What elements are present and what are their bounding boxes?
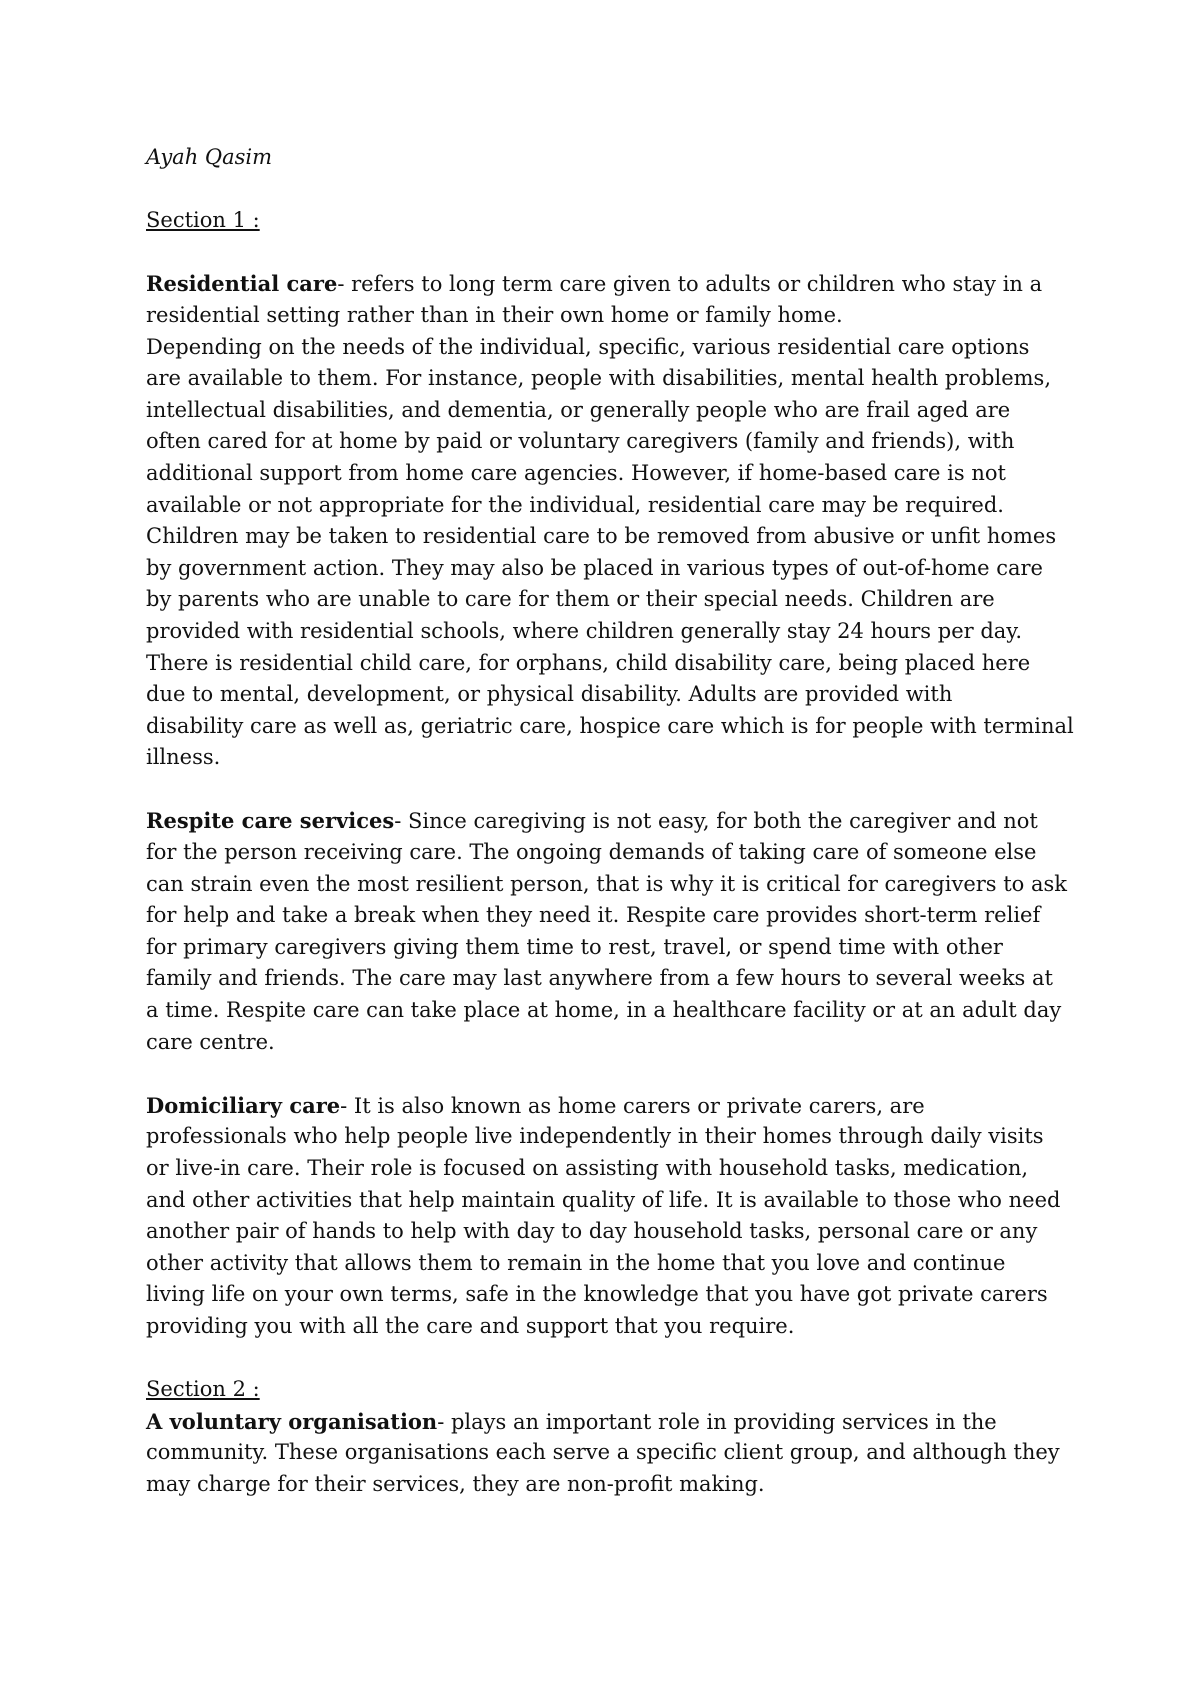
paragraph-line: and other activities that help maintain quality of life. It is available to those who need — [146, 1187, 1061, 1212]
paragraph-line: can strain even the most resilient person, that is why it is critical for caregivers to ask — [146, 871, 1068, 896]
paragraph-line: family and friends. The care may last anywhere from a few hours to several weeks at — [146, 966, 1053, 991]
paragraph-line: Children may be taken to residential care to be removed from abusive or unfit homes — [146, 524, 1057, 549]
paragraph-line-text: - plays an important role in providing services in the — [437, 1409, 997, 1434]
paragraph-line: illness. — [146, 745, 221, 770]
paragraph-line: community. These organisations each serve a specific client group, and although they — [146, 1440, 1060, 1465]
spacer — [146, 174, 1146, 206]
section-1-heading: Section 1 : — [146, 208, 260, 233]
paragraph-line: another pair of hands to help with day to day household tasks, personal care or any — [146, 1219, 1038, 1244]
paragraph-line: other activity that allows them to remain in the home that you love and continue — [146, 1250, 1006, 1275]
paragraph-line: There is residential child care, for orphans, child disability care, being placed here — [146, 650, 1031, 675]
paragraph-line: for help and take a break when they need it. Respite care provides short-term relief — [146, 903, 1041, 928]
paragraph-line: by government action. They may also be placed in various types of out-of-home care — [146, 555, 1043, 580]
paragraph-line: additional support from home care agencies. However, if home-based care is not — [146, 460, 1006, 485]
spacer — [146, 774, 1146, 806]
domiciliary-care-term: Domiciliary care — [146, 1092, 341, 1118]
spacer — [146, 1343, 1146, 1375]
paragraph-line: a time. Respite care can take place at home, in a healthcare facility or at an adult day — [146, 998, 1062, 1023]
voluntary-organisation-paragraph — [146, 1406, 1146, 1501]
paragraph-line: for primary caregivers giving them time to rest, travel, or spend time with other — [146, 934, 1003, 959]
respite-care-paragraph — [146, 805, 1146, 1058]
paragraph-line-text: - It is also known as home carers or private carers, are — [340, 1093, 925, 1118]
paragraph-line: available or not appropriate for the individual, residential care may be required. — [146, 492, 1004, 517]
paragraph-line — [146, 1406, 1146, 1438]
respite-care-term: Respite care services — [146, 808, 395, 834]
paragraph-line: disability care as well as, geriatric care, hospice care which is for people with terminal — [146, 713, 1074, 738]
document-body — [146, 142, 1146, 1501]
paragraph-line: providing you with all the care and support that you require. — [146, 1313, 795, 1338]
residential-care-term: Residential care — [146, 271, 338, 297]
paragraph-line: or live-in care. Their role is focused on assisting with household tasks, medication, — [146, 1156, 1029, 1180]
paragraph-line: often cared for at home by paid or voluntary caregivers (family and friends), with — [146, 429, 1015, 454]
paragraph-line: are available to them. For instance, people with disabilities, mental health problems, — [146, 366, 1051, 391]
paragraph-line — [146, 1090, 1146, 1122]
paragraph-line: residential setting rather than in their own home or family home. — [146, 302, 843, 327]
paragraph-line: may charge for their services, they are non-profit making. — [146, 1471, 765, 1496]
paragraph-line: for the person receiving care. The ongoing demands of taking care of someone else — [146, 840, 1037, 865]
paragraph-line: Depending on the needs of the individual, specific, various residential care options — [146, 334, 1030, 359]
residential-care-paragraph — [146, 268, 1146, 774]
paragraph-line — [146, 805, 1146, 837]
paragraph-line — [146, 268, 1146, 300]
spacer — [146, 1058, 1146, 1090]
paragraph-line: living life on your own terms, safe in the knowledge that you have got private carers — [146, 1282, 1048, 1307]
section-2-heading: Section 2 : — [146, 1377, 260, 1402]
paragraph-line-text: - refers to long term care given to adults or children who stay in a — [337, 272, 1043, 297]
paragraph-line: due to mental, development, or physical disability. Adults are provided with — [146, 682, 953, 707]
paragraph-line: intellectual disabilities, and dementia, or generally people who are frail aged are — [146, 397, 1011, 422]
paragraph-line-text: - Since caregiving is not easy, for both the caregiver and not — [394, 809, 1038, 834]
paragraph-line: provided with residential schools, where children generally stay 24 hours per day. — [146, 618, 1023, 643]
spacer — [146, 237, 1146, 269]
paragraph-line: by parents who are unable to care for them or their special needs. Children are — [146, 587, 995, 612]
domiciliary-care-paragraph — [146, 1090, 1146, 1343]
voluntary-organisation-term: A voluntary organisation — [146, 1408, 438, 1434]
paragraph-line: care centre. — [146, 1029, 275, 1054]
author-name: Ayah Qasim — [146, 145, 273, 169]
paragraph-line: professionals who help people live independently in their homes through daily visits — [146, 1124, 1044, 1149]
